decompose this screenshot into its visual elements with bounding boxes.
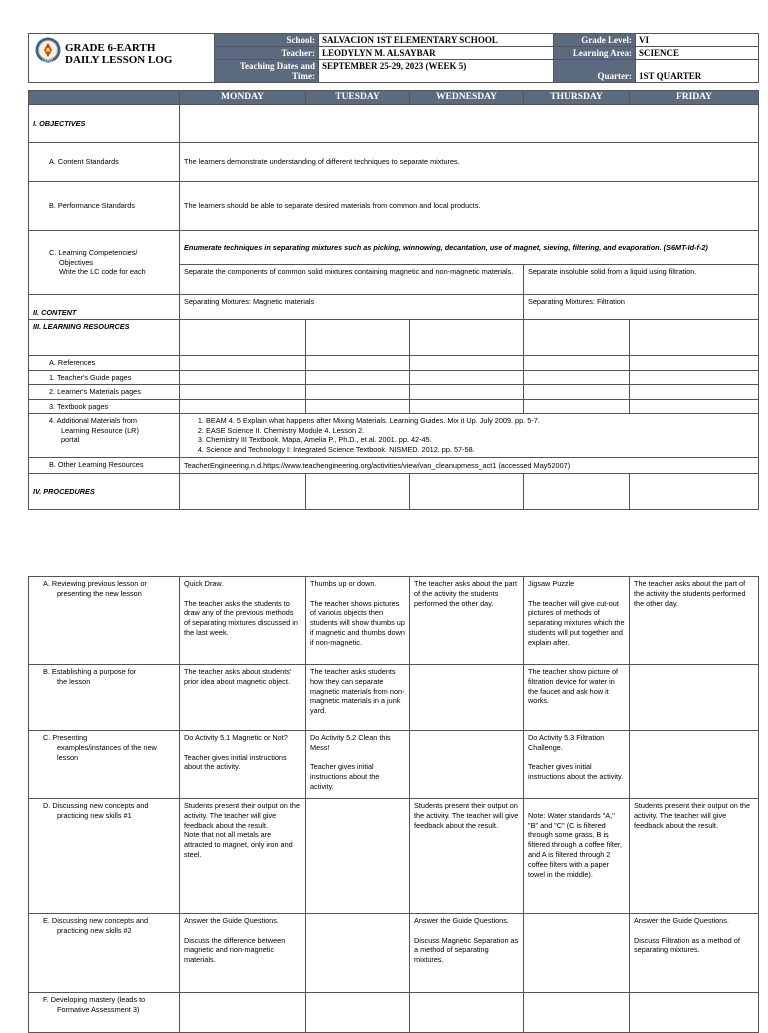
proc-cell <box>630 474 759 510</box>
procedure-label <box>29 914 180 993</box>
lm-cell <box>410 385 524 400</box>
proc-cell <box>524 474 630 510</box>
procedure-wednesday: Answer the Guide Questions. Discuss Magnetic Separation as a method of separating mixtures. <box>410 914 524 993</box>
learning-competency-text: Enumerate techniques in separating mixtures such as picking, winnowing, decantation, use of magnet, sieving, filtering, and evaporation. (S6MT-Id-f-2) <box>180 231 759 265</box>
learning-area-label: Learning Area: <box>554 47 636 60</box>
procedure-tuesday <box>306 799 410 914</box>
procedure-thursday <box>524 914 630 993</box>
procedure-label-line: F. Developing mastery (leads to <box>43 995 146 1004</box>
other-resources-label: B. Other Learning Resources <box>29 458 180 474</box>
procedure-wednesday <box>410 665 524 731</box>
tb-cell <box>410 399 524 414</box>
lr-cell <box>180 320 306 356</box>
lesson-log-table <box>28 90 759 510</box>
procedure-monday: Quick Draw. The teacher asks the students to draw any of the previous methods of separating mixtures discussed in the last week. <box>180 577 306 665</box>
page-title <box>65 42 172 66</box>
procedure-label <box>29 731 180 799</box>
additional-item: 2. EASE Science II. Chemistry Module 4. Lesson 2. <box>206 426 754 436</box>
ref-cell <box>180 356 306 371</box>
day-thursday: THURSDAY <box>524 91 630 105</box>
lm-cell <box>306 385 410 400</box>
procedure-monday: The teacher asks about students' prior idea about magnetic object. <box>180 665 306 731</box>
procedure-label <box>29 799 180 914</box>
lr-cell <box>306 320 410 356</box>
procedure-tuesday: Thumbs up or down. The teacher shows pictures of various objects then students will show thumbs up if magnetic and thumbs down if non-magnetic. <box>306 577 410 665</box>
procedure-wednesday <box>410 993 524 1033</box>
proc-cell <box>410 474 524 510</box>
school-label: School: <box>215 34 319 47</box>
grade-level-label: Grade Level: <box>554 34 636 47</box>
procedure-tuesday: The teacher asks students how they can separate magnetic materials from non-magnetic materials in a junk yard. <box>306 665 410 731</box>
procedure-label-line: presenting the new lesson <box>57 588 142 598</box>
procedure-friday: Students present their output on the activity. The teacher will give feedback about the result. <box>630 799 759 914</box>
procedure-label <box>29 993 180 1033</box>
title-line-2: DAILY LESSON LOG <box>65 54 173 66</box>
procedure-row <box>29 799 759 914</box>
learners-materials-label: 2. Learner's Materials pages <box>29 385 180 400</box>
procedure-monday <box>180 993 306 1033</box>
content-heading: II. CONTENT <box>29 295 180 320</box>
proc-cell <box>306 474 410 510</box>
lm-cell <box>630 385 759 400</box>
procedure-friday <box>630 993 759 1033</box>
day-wednesday: WEDNESDAY <box>410 91 524 105</box>
procedure-friday <box>630 731 759 799</box>
procedure-label-line: the lesson <box>57 676 91 686</box>
lc-label-line-3: Write the LC code for each <box>59 267 146 277</box>
ref-cell <box>524 356 630 371</box>
procedure-thursday: The teacher show picture of filtration device for water in the faucet and ask how it works. <box>524 665 630 731</box>
teaching-dates-label: Teaching Dates and Time: <box>215 60 319 83</box>
quarter-value: 1ST QUARTER <box>636 60 759 83</box>
day-header-row <box>29 91 759 105</box>
lr-cell <box>524 320 630 356</box>
procedure-row <box>29 731 759 799</box>
tg-cell <box>306 370 410 385</box>
additional-item: 1. BEAM 4. 5 Explain what happens after Mixing Materials. Learning Guides. Mix it Up. July 2009. pp. 5-7. <box>206 416 754 426</box>
content-thu-fri: Separating Mixtures: Filtration <box>524 295 759 320</box>
objective-mon-wed: Separate the components of common solid mixtures containing magnetic and non-magnetic materials. <box>180 265 524 295</box>
learning-area-value: SCIENCE <box>636 47 759 60</box>
performance-standards-label: B. Performance Standards <box>29 182 180 231</box>
header-table <box>28 33 759 83</box>
tb-cell <box>306 399 410 414</box>
ref-cell <box>306 356 410 371</box>
objective-thu-fri: Separate insoluble solid from a liquid using filtration. <box>524 265 759 295</box>
teacher-value: LEODYLYN M. ALSAYBAR <box>319 47 554 60</box>
school-value: SALVACION 1ST ELEMENTARY SCHOOL <box>319 34 554 47</box>
procedure-thursday <box>524 993 630 1033</box>
procedure-label <box>29 577 180 665</box>
additional-materials-list <box>180 414 759 458</box>
lc-label-line-1: C. Learning Competencies/ <box>49 248 138 258</box>
textbook-label: 3. Textbook pages <box>29 399 180 414</box>
proc-cell <box>180 474 306 510</box>
lm-cell <box>180 385 306 400</box>
teacher-label: Teacher: <box>215 47 319 60</box>
quarter-label: Quarter: <box>554 60 636 83</box>
procedure-friday: The teacher asks about the part of the activity the students performed the other day. <box>630 577 759 665</box>
svg-text:DEPED: DEPED <box>42 58 54 63</box>
procedure-label-line: practicing new skills #1 <box>57 810 132 820</box>
tg-cell <box>180 370 306 385</box>
ref-cell <box>630 356 759 371</box>
additional-item: 4. Science and Technology I: Integrated Science Textbook. NISMED. 2012. pp. 57-58. <box>206 445 754 455</box>
day-tuesday: TUESDAY <box>306 91 410 105</box>
procedure-thursday: Jigsaw Puzzle The teacher will give cut-out pictures of methods of separating mixtures which the students will put together and explain after. <box>524 577 630 665</box>
teachers-guide-label: 1. Teacher's Guide pages <box>29 370 180 385</box>
procedure-tuesday: Do Activity 5.2 Clean this Mess! Teacher gives initial instructions about the activity. <box>306 731 410 799</box>
objectives-heading: I. OBJECTIVES <box>29 105 180 143</box>
other-resources-text: TeacherEngineering.n.d.https://www.teachengineering.org/activities/view/van_cleanupmess_act1 (accessed May52007) <box>180 458 759 474</box>
procedure-label-line: E. Discussing new concepts and <box>43 916 149 925</box>
procedure-label-line: Formative Assessment 3) <box>57 1004 140 1014</box>
tb-cell <box>180 399 306 414</box>
title-line-1: GRADE 6-EARTH <box>65 42 156 54</box>
procedure-row <box>29 577 759 665</box>
procedure-row <box>29 993 759 1033</box>
procedure-monday: Do Activity 5.1 Magnetic or Not? Teacher gives initial instructions about the activity. <box>180 731 306 799</box>
procedure-tuesday <box>306 914 410 993</box>
procedure-thursday: Do Activity 5.3 Filtration Challenge. Teacher gives initial instructions about the activity. <box>524 731 630 799</box>
tg-cell <box>630 370 759 385</box>
procedure-thursday: Note: Water standards "A," "B" and "C" (C is filtered through some grass, B is filtered through a coffee filter, and A is filtered through 2 coffee filters with a paper towel in the middle). <box>524 799 630 914</box>
additional-item: 3. Chemistry III Textbook. Mapa, Amelia P., Ph.D., et al. 2001. pp. 42-45. <box>206 435 754 445</box>
procedures-heading: IV. PROCEDURES <box>29 474 180 510</box>
procedure-label-line: practicing new skills #2 <box>57 925 132 935</box>
teaching-dates-value: SEPTEMBER 25-29, 2023 (WEEK 5) <box>319 60 554 83</box>
procedure-friday <box>630 665 759 731</box>
am-label-line-2: Learning Resource (LR) <box>61 425 139 435</box>
procedure-label-line: A. Reviewing previous lesson or <box>43 579 147 588</box>
procedure-label-line: D. Discussing new concepts and <box>43 801 149 810</box>
ref-cell <box>410 356 524 371</box>
procedure-label <box>29 665 180 731</box>
learning-competencies-label <box>29 231 180 295</box>
day-monday: MONDAY <box>180 91 306 105</box>
procedure-label-line: C. Presenting <box>43 733 88 742</box>
tg-cell <box>524 370 630 385</box>
tb-cell <box>524 399 630 414</box>
procedure-monday: Students present their output on the activity. The teacher will give feedback about the result. Note that not all metals are attracted to magnet, only iron and steel. <box>180 799 306 914</box>
day-friday: FRIDAY <box>630 91 759 105</box>
procedure-monday: Answer the Guide Questions. Discuss the difference between magnetic and non-magnetic materials. <box>180 914 306 993</box>
am-label-line-3: portal <box>61 435 80 444</box>
lr-cell <box>410 320 524 356</box>
content-standards-text: The learners demonstrate understanding of different techniques to separate mixtures. <box>180 143 759 182</box>
lm-cell <box>524 385 630 400</box>
tg-cell <box>410 370 524 385</box>
procedure-friday: Answer the Guide Questions. Discuss Filtration as a method of separating mixtures. <box>630 914 759 993</box>
procedure-label-line: B. Establishing a purpose for <box>43 667 137 676</box>
procedure-tuesday <box>306 993 410 1033</box>
header-logo-cell <box>29 34 215 83</box>
lr-cell <box>630 320 759 356</box>
content-standards-label: A. Content Standards <box>29 143 180 182</box>
grade-level-value: VI <box>636 34 759 47</box>
am-label-line-1: 4. Additional Materials from <box>49 416 138 425</box>
references-label: A. References <box>29 356 180 371</box>
deped-seal-icon <box>35 37 61 63</box>
lc-label-line-2: Objectives <box>59 257 94 267</box>
procedure-wednesday: The teacher asks about the part of the activity the students performed the other day. <box>410 577 524 665</box>
additional-materials-label <box>29 414 180 458</box>
procedure-row <box>29 914 759 993</box>
procedures-table <box>28 576 759 1033</box>
procedure-row <box>29 665 759 731</box>
content-mon-wed: Separating Mixtures: Magnetic materials <box>180 295 524 320</box>
procedure-wednesday <box>410 731 524 799</box>
procedure-label-line: examples/instances of the new lesson <box>57 742 157 762</box>
tb-cell <box>630 399 759 414</box>
performance-standards-text: The learners should be able to separate desired materials from common and local products. <box>180 182 759 231</box>
learning-resources-heading: III. LEARNING RESOURCES <box>29 320 180 356</box>
day-header-blank <box>29 91 180 105</box>
procedure-wednesday: Students present their output on the activity. The teacher will give feedback about the result. <box>410 799 524 914</box>
objectives-blank <box>180 105 759 143</box>
